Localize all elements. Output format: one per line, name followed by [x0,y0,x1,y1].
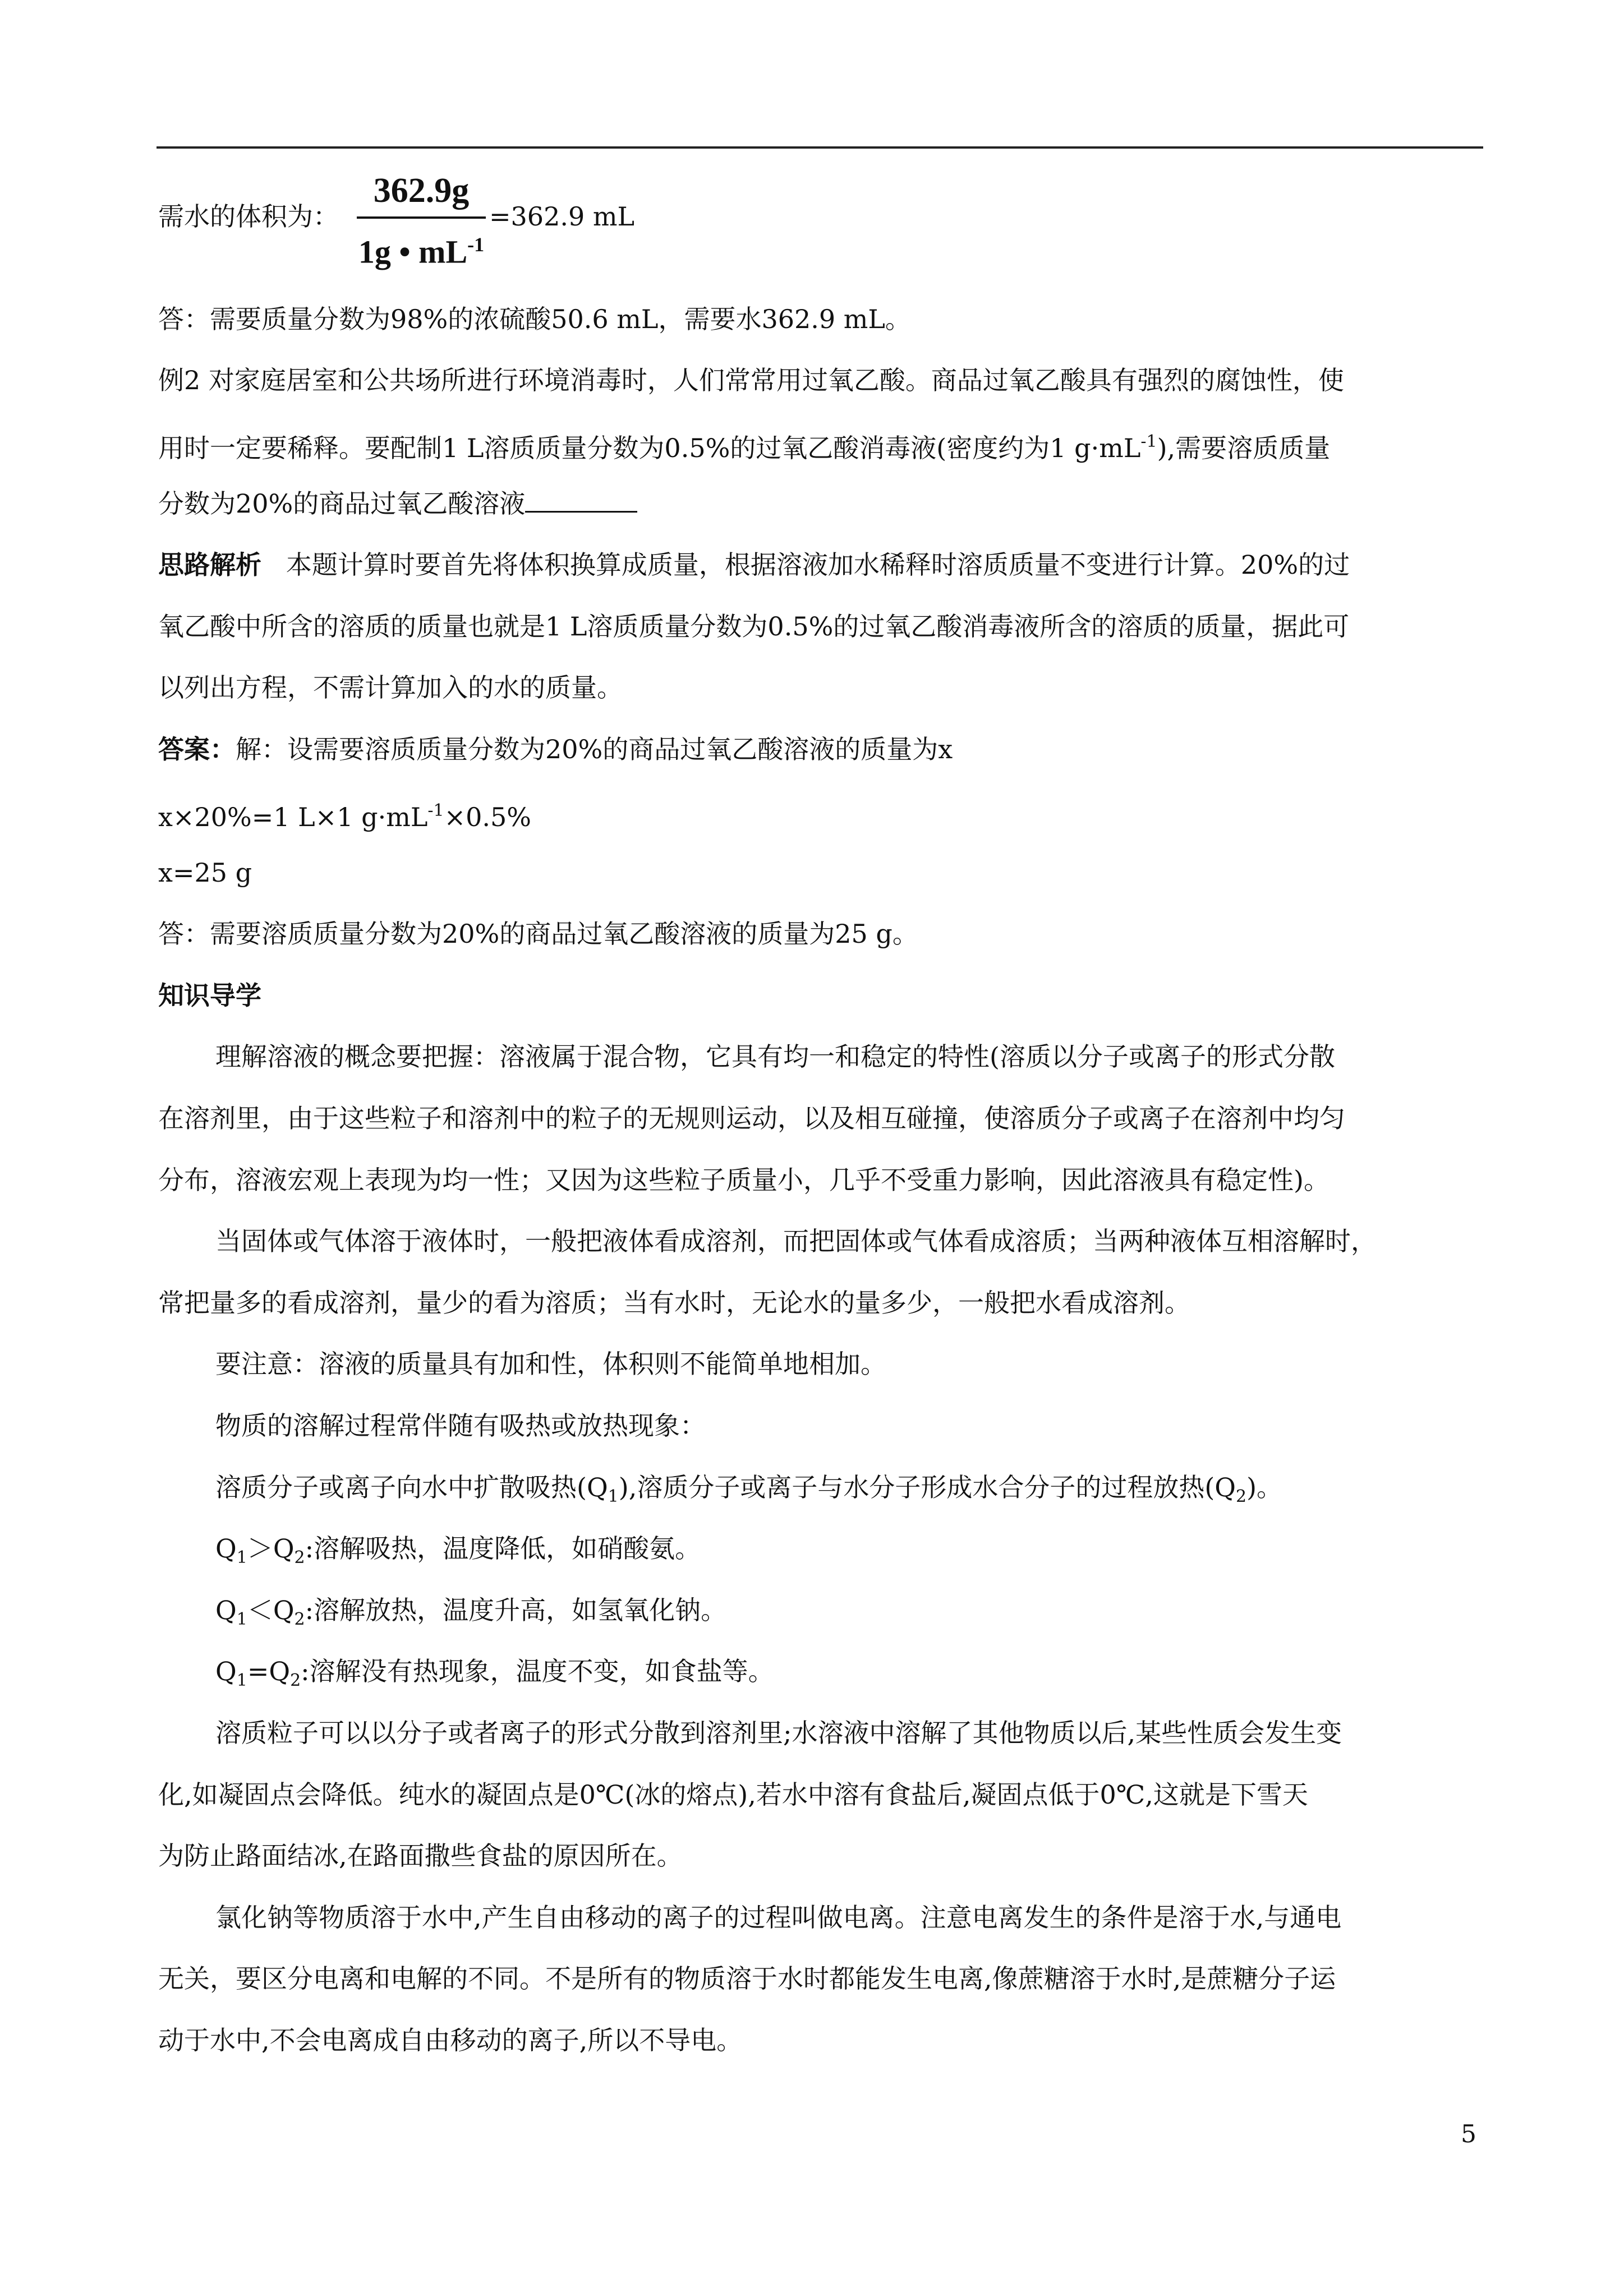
guide-heading: 知识导学 [158,980,261,1011]
solution-answer: 答：需要溶质质量分数为20%的商品过氧乙酸溶液的质量为25 g。 [158,919,918,949]
guide-p4: 物质的溶解过程常伴随有吸热或放热现象： [215,1410,706,1441]
example2-line2: 用时一定要稀释。要配制1 L溶质质量分数为0.5%的过氧乙酸消毒液(密度约为1 $g\cdot mL^{-1}$),需要溶质质量 [158,432,1331,463]
formula-result: =362.9 mL [489,201,635,232]
guide-p6-line2: 化,如凝固点会降低。纯水的凝固点是0℃(冰的熔点),若水中溶有食盐后,凝固点低于0℃,这就是下雪天 [158,1779,1308,1810]
solution-label: 答案： [158,734,236,764]
solution-equation2: x=25 g [158,857,252,888]
q-case-release: $Q_1<Q_2$:溶解放热，温度升高，如氢氧化钠。 [215,1595,727,1629]
example2-line3: 分数为20%的商品过氧乙酸溶液 [158,487,637,520]
guide-p7-line1: 氯化钠等物质溶于水中,产生自由移动的离子的过程叫做电离。注意电离发生的条件是溶于水,与通电 [215,1902,1342,1933]
guide-p1-line2: 在溶剂里，由于这些粒子和溶剂中的粒子的无规则运动，以及相互碰撞，使溶质分子或离子在溶剂中均匀 [158,1103,1345,1133]
analysis-line3: 以列出方程，不需计算加入的水的质量。 [158,672,623,703]
analysis-line1: 思路解析 本题计算时要首先将体积换算成质量，根据溶液加水稀释时溶质质量不变进行计算。20%的过 [158,550,1350,580]
analysis-label: 思路解析 [158,550,261,580]
guide-p7-line2: 无关，要区分电离和电解的不同。不是所有的物质溶于水时都能发生电离,像蔗糖溶于水时,是蔗糖分子运 [158,1963,1336,1994]
q-case-neutral: $Q_1=Q_2$:溶解没有热现象，温度不变，如食盐等。 [215,1656,774,1690]
formula-label: 需水的体积为： [158,201,339,232]
guide-p5: 溶质分子或离子向水中扩散吸热$(Q_1)$,溶质分子或离子与水分子形成水合分子的过程放热$(Q_2)$。 [215,1472,1283,1506]
solution-equation1: x×20%=1 L×1 $g\cdot mL^{-1}\times 0.5\%$ [158,801,532,832]
fraction-numerator: 362.9g [373,172,470,210]
guide-p6-line3: 为防止路面结冰,在路面撒些食盐的原因所在。 [158,1841,683,1871]
answer-blank [525,491,637,513]
page-number: 5 [1461,2120,1476,2149]
header-rule [157,146,1483,149]
guide-p2-line2: 常把量多的看成溶剂，量少的看为溶质；当有水时，无论水的量多少，一般把水看成溶剂。 [158,1288,1190,1318]
volume-fraction [357,168,486,274]
guide-p7-line3: 动于水中,不会电离成自由移动的离子,所以不导电。 [158,2025,743,2055]
guide-p2-line1: 当固体或气体溶于液体时，一般把液体看成溶剂，而把固体或气体看成溶质；当两种液体互相溶解时， [215,1226,1377,1256]
fraction-bar [357,216,486,219]
q-case-absorb: $Q_1>Q_2$:溶解吸热，温度降低，如硝酸氨。 [215,1533,701,1567]
solution-line1: 答案：解：设需要溶质质量分数为20%的商品过氧乙酸溶液的质量为x [158,734,953,764]
guide-p3: 要注意：溶液的质量具有加和性，体积则不能简单地相加。 [215,1349,886,1379]
guide-p6-line1: 溶质粒子可以以分子或者离子的形式分散到溶剂里;水溶液中溶解了其他物质以后,某些性质会发生变 [215,1718,1342,1748]
analysis-line2: 氧乙酸中所含的溶质的质量也就是1 L溶质质量分数为0.5%的过氧乙酸消毒液所含的溶质的质量，据此可 [158,611,1350,642]
example2-line1: 例2 对家庭居室和公共场所进行环境消毒时，人们常常用过氧乙酸。商品过氧乙酸具有强烈的腐蚀性，使 [158,365,1344,395]
answer-line: 答：需要质量分数为98%的浓硫酸50.6 mL，需要水362.9 mL。 [158,304,911,334]
guide-p1-line1: 理解溶液的概念要把握：溶液属于混合物，它具有均一和稳定的特性(溶质以分子或离子的形式分散 [215,1041,1335,1072]
guide-p1-line3: 分布，溶液宏观上表现为均一性；又因为这些粒子质量小，几乎不受重力影响，因此溶液具有稳定性)。 [158,1165,1329,1195]
fraction-denominator: 1g • $mL^{-1}$ [358,233,485,270]
